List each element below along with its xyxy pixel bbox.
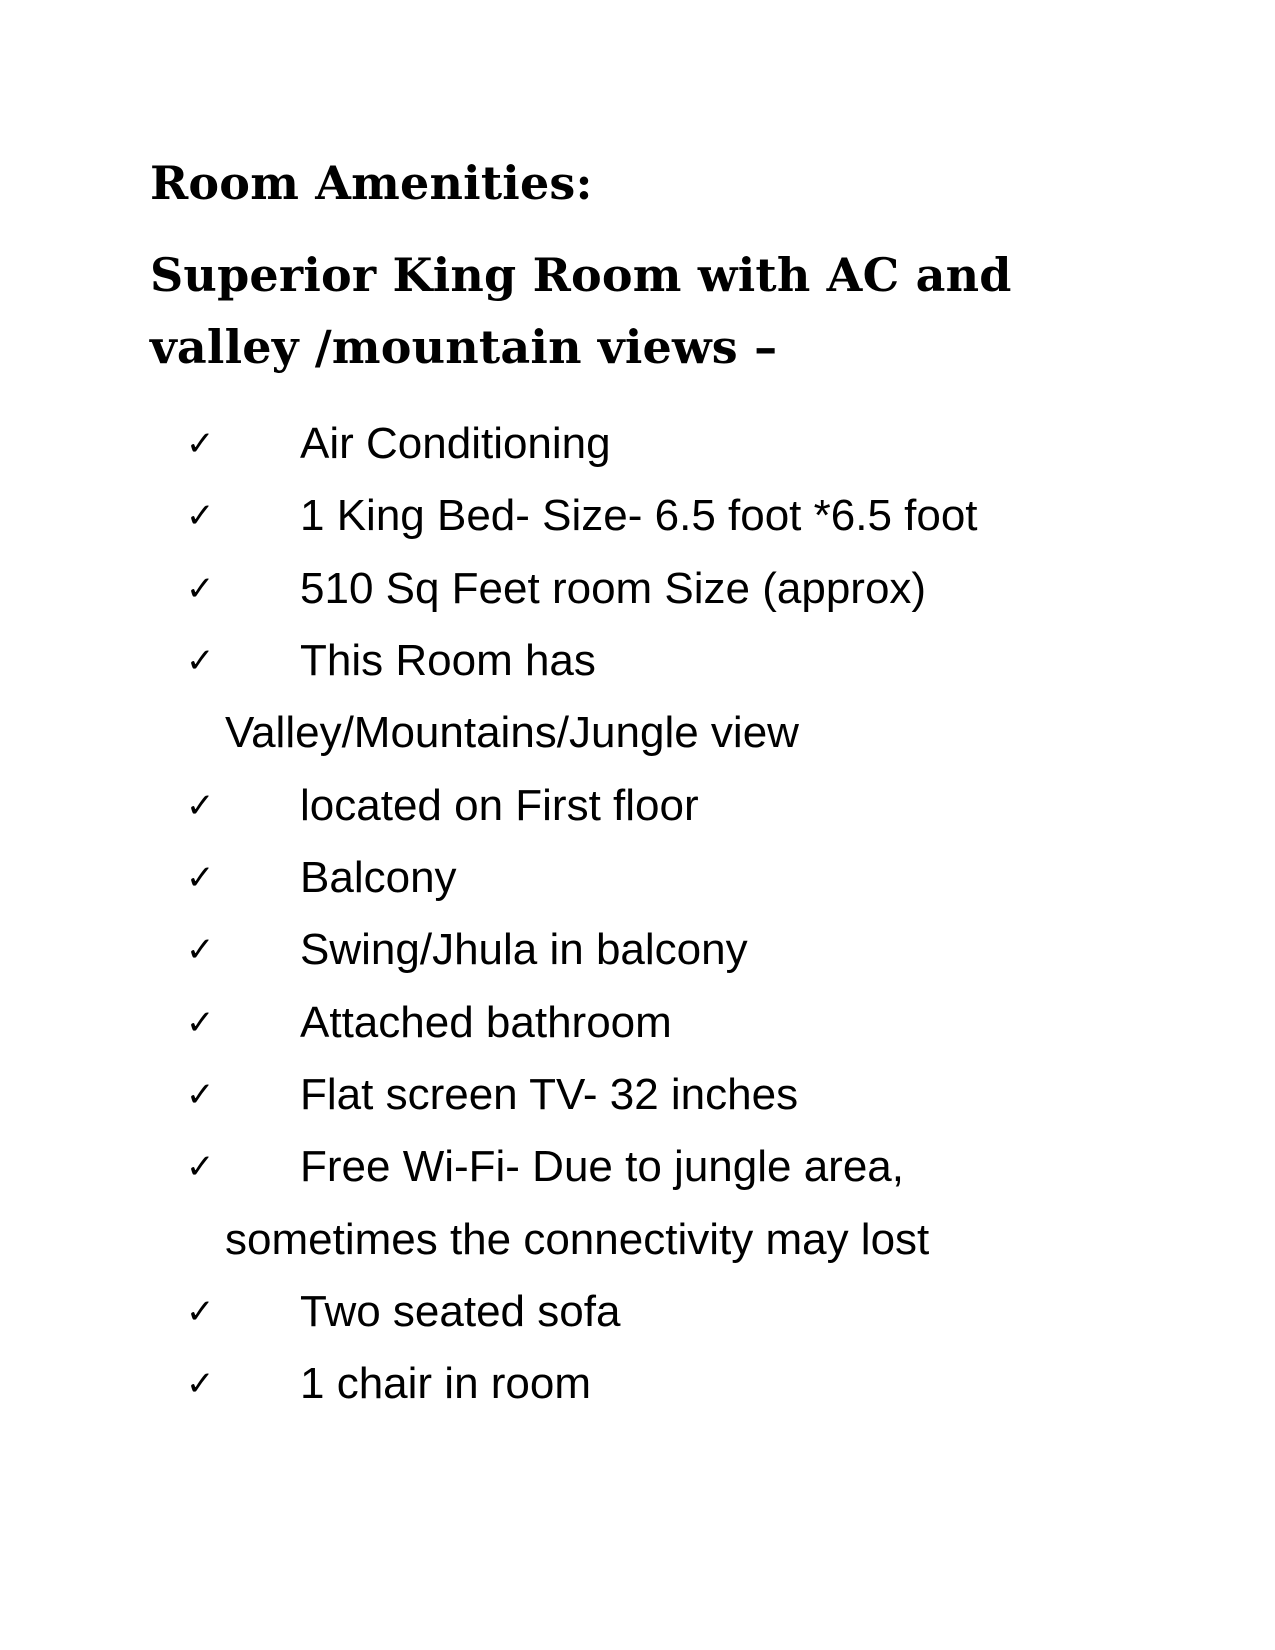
checkmark-icon: ✓ bbox=[186, 569, 215, 609]
amenity-text: Two seated sofa bbox=[300, 1287, 621, 1336]
list-item bbox=[0, 1274, 1275, 1350]
checkmark-icon: ✓ bbox=[186, 1075, 215, 1115]
amenity-text: located on First floor bbox=[300, 781, 699, 830]
list-item bbox=[0, 551, 1275, 627]
amenity-text: 1 chair in room bbox=[300, 1359, 592, 1408]
list-item bbox=[0, 1129, 1275, 1205]
amenity-text: Free Wi-Fi- Due to jungle area, bbox=[300, 1142, 904, 1191]
list-item bbox=[0, 985, 1275, 1061]
list-item bbox=[0, 1057, 1275, 1133]
amenity-text: This Room has bbox=[300, 636, 596, 685]
amenity-text: Balcony bbox=[300, 853, 457, 902]
list-item bbox=[0, 768, 1275, 844]
list-item bbox=[0, 1346, 1275, 1422]
page-title: Room Amenities: bbox=[150, 156, 593, 210]
checkmark-icon: ✓ bbox=[186, 1292, 215, 1332]
list-item bbox=[0, 912, 1275, 988]
checkmark-icon: ✓ bbox=[186, 1147, 215, 1187]
checkmark-icon: ✓ bbox=[186, 641, 215, 681]
checkmark-icon: ✓ bbox=[186, 1364, 215, 1404]
room-title-line-2: valley /mountain views – bbox=[150, 320, 778, 374]
amenity-text: Flat screen TV- 32 inches bbox=[300, 1070, 799, 1119]
list-item bbox=[0, 478, 1275, 554]
amenity-text: 510 Sq Feet room Size (approx) bbox=[300, 564, 927, 613]
amenity-text-continuation: sometimes the connectivity may lost bbox=[225, 1215, 930, 1264]
checkmark-icon: ✓ bbox=[186, 496, 215, 536]
amenity-text: Swing/Jhula in balcony bbox=[300, 925, 748, 974]
amenity-text: 1 King Bed- Size- 6.5 foot *6.5 foot bbox=[300, 491, 978, 540]
checkmark-icon: ✓ bbox=[186, 424, 215, 464]
room-title-line-1: Superior King Room with AC and bbox=[150, 248, 1012, 302]
checkmark-icon: ✓ bbox=[186, 858, 215, 898]
amenity-text-continuation: Valley/Mountains/Jungle view bbox=[225, 708, 799, 757]
amenity-text: Air Conditioning bbox=[300, 419, 611, 468]
checkmark-icon: ✓ bbox=[186, 786, 215, 826]
checkmark-icon: ✓ bbox=[186, 930, 215, 970]
checkmark-icon: ✓ bbox=[186, 1003, 215, 1043]
list-item bbox=[0, 406, 1275, 482]
list-item bbox=[0, 623, 1275, 699]
amenity-text: Attached bathroom bbox=[300, 998, 672, 1047]
list-item bbox=[0, 840, 1275, 916]
